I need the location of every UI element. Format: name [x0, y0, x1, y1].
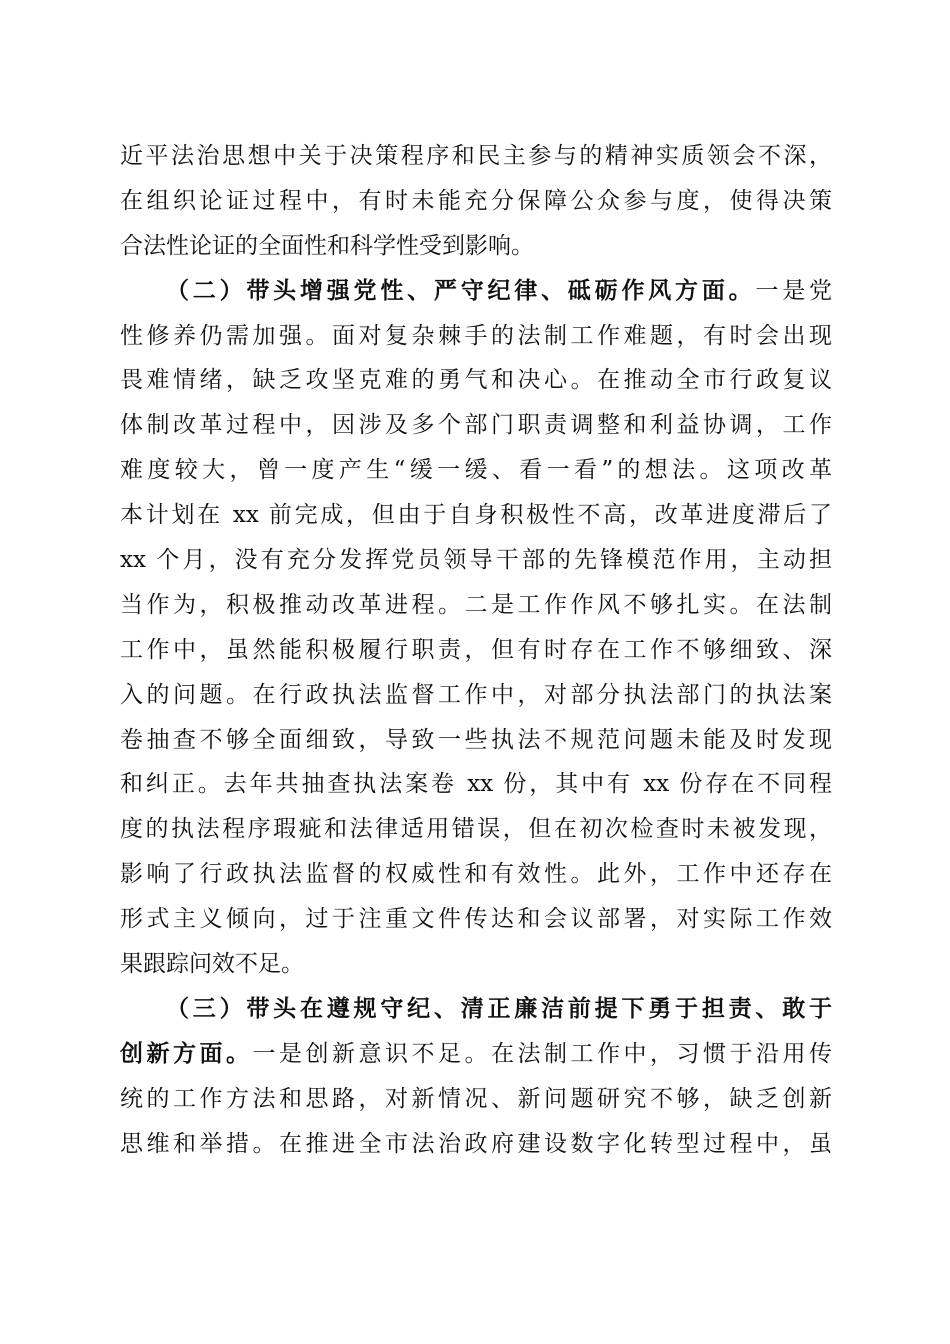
- section-heading-end: 创新方面。: [120, 1039, 253, 1067]
- paragraph-line: 合法性论证的全面性和科学性受到影响。: [120, 232, 534, 259]
- paragraph-line: 当作为，积极推动改革进程。二是工作作风不够扎实。在法制: [120, 591, 832, 618]
- paragraph-line: 本计划在 xx 前完成，但由于自身积极性不高，改革进度滞后了: [120, 502, 832, 529]
- paragraph-line: 难度较大，曾一度产生“缓一缓、看一看”的想法。这项改革: [120, 457, 832, 484]
- paragraph-line: 畏难情绪，缺乏攻坚克难的勇气和决心。在推动全市行政复议: [120, 367, 832, 394]
- paragraph-line: 和纠正。去年共抽查执法案卷 xx 份，其中有 xx 份存在不同程: [120, 771, 832, 798]
- section-heading-line: [120, 1032, 832, 1077]
- paragraph-line: xx 个月，没有充分发挥党员领导干部的先锋模范作用，主动担: [120, 547, 832, 574]
- paragraph-line: 体制改革过程中，因涉及多个部门职责调整和利益协调，工作: [120, 412, 832, 439]
- document-body: [120, 134, 832, 1166]
- paragraph-line: 度的执法程序瑕疵和法律适用错误，但在初次检查时未被发现，: [120, 816, 832, 843]
- paragraph-line: 工作中，虽然能积极履行职责，但有时存在工作不够细致、深: [120, 636, 832, 663]
- paragraph-text: 一是创新意识不足。在法制工作中，习惯于沿用传: [252, 1040, 832, 1067]
- paragraph-line: 性修养仍需加强。面对复杂棘手的法制工作难题，有时会出现: [120, 322, 832, 349]
- section-heading-line: [120, 269, 832, 314]
- section-heading: （二）带头增强党性、严守纪律、砥砺作风方面。: [166, 276, 756, 304]
- paragraph-line: 果跟踪问效不足。: [120, 951, 304, 978]
- paragraph-line: 入的问题。在行政执法监督工作中，对部分执法部门的执法案: [120, 681, 832, 708]
- paragraph-line: 思维和举措。在推进全市法治政府建设数字化转型过程中，虽: [120, 1130, 832, 1157]
- paragraph-line: 卷抽查不够全面细致，导致一些执法不规范问题未能及时发现: [120, 726, 832, 753]
- paragraph-line: 统的工作方法和思路，对新情况、新问题研究不够，缺乏创新: [120, 1085, 832, 1112]
- section-heading: （三）带头在遵规守纪、清正廉洁前提下勇于担责、敢于: [166, 994, 832, 1022]
- paragraph-line: 在组织论证过程中，有时未能充分保障公众参与度，使得决策: [120, 187, 832, 214]
- paragraph-line: 近平法治思想中关于决策程序和民主参与的精神实质领会不深，: [120, 143, 832, 169]
- paragraph-line: 影响了行政执法监督的权威性和有效性。此外，工作中还存在: [120, 861, 832, 888]
- paragraph-line: 形式主义倾向，过于注重文件传达和会议部署，对实际工作效: [120, 906, 832, 933]
- paragraph-text: 一是党: [755, 277, 833, 304]
